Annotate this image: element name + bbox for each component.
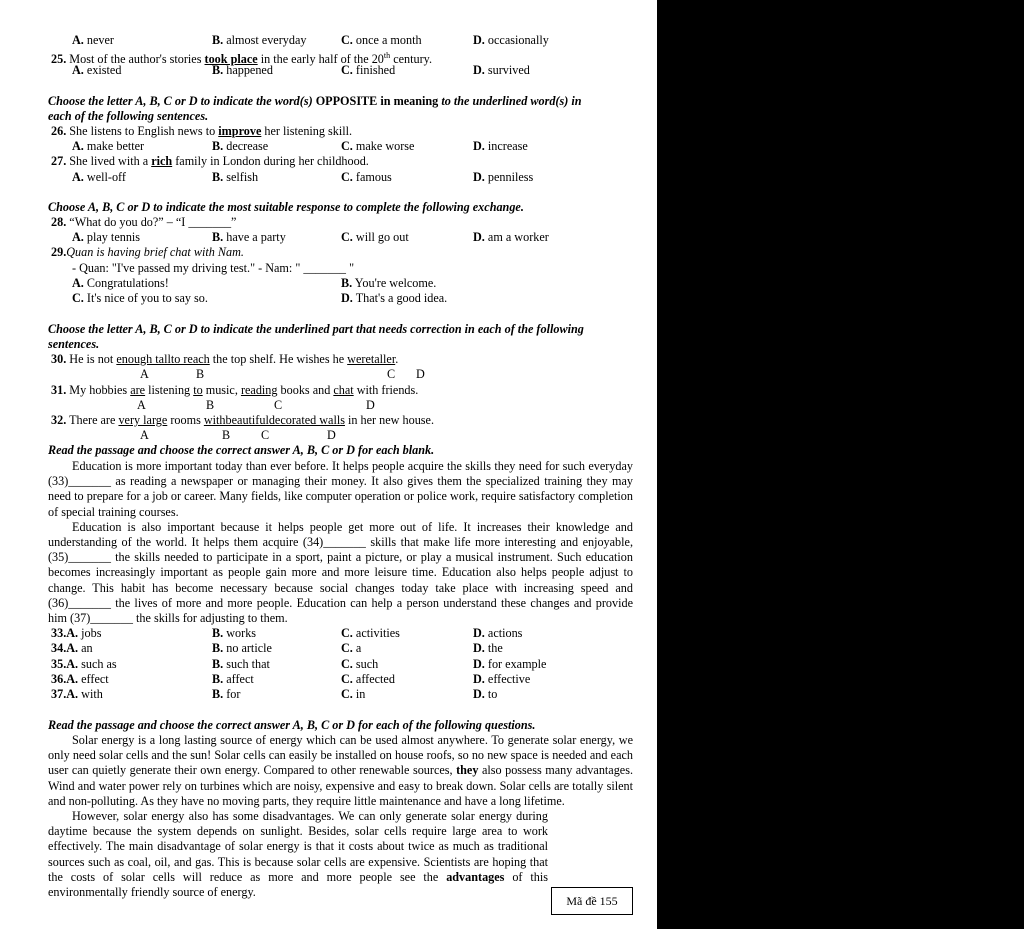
reading-paragraph-2: However, solar energy also has some disadvantages. We can only generate solar energy during daytime because the system depends on sunlight. Besides, solar cells require large area to work effectively. The main disadvantage of solar energy is that it costs about twice as much as traditional sources such as coal, oil, and gas. This is because solar cells are expensive. Scientists are hoping that the costs of solar cells will reduce as more and more people see the advantages of this environmentally friendly source of energy.	[48, 809, 548, 900]
cloze-paragraph-2: Education is also important because it helps people get more out of life. It increases their knowledge and understanding of the world. It helps them acquire (34)_______ skills that make life more interesting and enjoyable, (35)_______ the skills needed to participate in a sport, paint a picture, or play a musical instrument. Such education becomes increasingly important as people gain more and more leisure time. Education also helps people adjust to change. This habit has become necessary because social changes today take place with increasing speed and (36)_______ the lives of more and more people. Education can help a person understand these changes and provide him (37)_______ the skills for adjusting to them.	[48, 519, 633, 626]
q32-label-a: A	[140, 428, 149, 442]
section-correction-heading: Choose the letter A, B, C or D to indicate the underlined part that needs correction in each of the following	[48, 322, 584, 336]
q31-label-b: B	[206, 398, 215, 412]
q30-label-a: A	[140, 367, 149, 381]
section-response-heading: Choose A, B, C or D to indicate the most suitable response to complete the following exchange.	[48, 200, 524, 214]
q27-option-a: A. well-off	[72, 170, 126, 184]
q31-label-d: D	[366, 398, 375, 412]
cloze-option-36-b: B. affect	[212, 672, 254, 686]
q28-option-a: A. play tennis	[72, 230, 141, 244]
cloze-option-37-a: 37.A. with	[51, 687, 103, 701]
q26-option-a: A. make better	[72, 139, 145, 153]
cloze-option-33-d: D. actions	[473, 626, 523, 640]
reading-passage	[48, 733, 633, 900]
section-opposite-heading: Choose the letter A, B, C or D to indicate the word(s) OPPOSITE in meaning to the underlined word(s) in	[48, 94, 582, 108]
q28-option-c: C. will go out	[341, 230, 409, 244]
cloze-option-34-a: 34.A. an	[51, 641, 93, 655]
q24-option-d: D. occasionally	[473, 33, 549, 47]
q24-option-b: B. almost everyday	[212, 33, 307, 47]
q25-option-a: A. existed	[72, 63, 122, 77]
q31-label-c: C	[274, 398, 283, 412]
cloze-option-33-c: C. activities	[341, 626, 400, 640]
q29-option-a: A. Congratulations!	[72, 276, 169, 290]
q31-stem: 31. My hobbies are listening to music, reading books and chat with friends.	[51, 383, 419, 397]
q32-stem: 32. There are very large rooms withbeautifuldecorated walls in her new house.	[51, 413, 434, 427]
q32-label-c: C	[261, 428, 270, 442]
section-correction-heading-2: sentences.	[48, 337, 100, 351]
cloze-option-35-d: D. for example	[473, 657, 547, 671]
cloze-option-37-b: B. for	[212, 687, 241, 701]
q29-option-b: B. You're welcome.	[341, 276, 437, 290]
cloze-option-33-a: 33.A. jobs	[51, 626, 102, 640]
q27-option-b: B. selfish	[212, 170, 259, 184]
q28-option-b: B. have a party	[212, 230, 286, 244]
q27-option-d: D. penniless	[473, 170, 534, 184]
q27-stem: 27. She lived with a rich family in London during her childhood.	[51, 154, 369, 168]
q26-stem: 26. She listens to English news to improve her listening skill.	[51, 124, 353, 138]
cloze-option-34-c: C. a	[341, 641, 362, 655]
cloze-option-35-c: C. such	[341, 657, 379, 671]
cloze-option-36-d: D. effective	[473, 672, 531, 686]
q28-stem: 28. “What do you do?” – “I _______”	[51, 215, 237, 229]
q29-dialogue: - Quan: "I've passed my driving test." - Nam: " _______ "	[72, 261, 355, 275]
cloze-option-34-d: D. the	[473, 641, 503, 655]
q25-option-b: B. happened	[212, 63, 273, 77]
cloze-option-35-a: 35.A. such as	[51, 657, 117, 671]
cloze-option-37-d: D. to	[473, 687, 498, 701]
exam-code-box: Mã đề 155	[551, 887, 633, 915]
q29-option-d: D. That's a good idea.	[341, 291, 448, 305]
q26-option-d: D. increase	[473, 139, 528, 153]
q25-option-d: D. survived	[473, 63, 530, 77]
q31-label-a: A	[137, 398, 146, 412]
cloze-option-36-c: C. affected	[341, 672, 395, 686]
cloze-option-35-b: B. such that	[212, 657, 270, 671]
q25-stem: 25. Most of the author's stories took place in the early half of the 20th century.	[51, 51, 432, 67]
q32-label-b: B	[222, 428, 231, 442]
q29-stem: 29.Quan is having brief chat with Nam.	[51, 245, 244, 259]
q30-label-d: D	[416, 367, 425, 381]
q29-option-c: C. It's nice of you to say so.	[72, 291, 208, 305]
q24-option-c: C. once a month	[341, 33, 422, 47]
q30-label-b: B	[196, 367, 205, 381]
reading-paragraph-1: Solar energy is a long lasting source of energy which can be used almost anywhere. To generate solar energy, we only need solar cells and the sun! Solar cells can easily be installed on house roofs, so no new space is needed and each user can quietly generate their own energy. Compared to other renewable sources, they also possess many advantages. Wind and water power rely on turbines which are noisy, expensive and easy to break down. Solar cells are totally silent and non-polluting. As they have no moving parts, they require little maintenance and have a long lifetime.	[48, 733, 633, 808]
q27-option-c: C. famous	[341, 170, 392, 184]
q30-stem: 30. He is not enough tallto reach the top shelf. He wishes he weretaller.	[51, 352, 399, 366]
cloze-passage	[48, 459, 633, 626]
cloze-paragraph-1: Education is more important today than ever before. It helps people acquire the skills they need for such everyday (33)_______ as reading a newspaper or managing their money. It also gives them the specialized training they may need to prepare for a job or career. Many fields, like computer operation or police work, require satisfactory completion of special training courses.	[48, 459, 633, 519]
q30-label-c: C	[387, 367, 396, 381]
section-opposite-heading-2: each of the following sentences.	[48, 109, 209, 123]
cloze-option-34-b: B. no article	[212, 641, 272, 655]
cloze-option-37-c: C. in	[341, 687, 366, 701]
q32-label-d: D	[327, 428, 336, 442]
q26-option-c: C. make worse	[341, 139, 415, 153]
cloze-option-36-a: 36.A. effect	[51, 672, 109, 686]
section-cloze-heading: Read the passage and choose the correct answer A, B, C or D for each blank.	[48, 443, 435, 457]
q28-option-d: D. am a worker	[473, 230, 549, 244]
cloze-option-33-b: B. works	[212, 626, 257, 640]
section-reading-heading: Read the passage and choose the correct answer A, B, C or D for each of the following questions.	[48, 718, 536, 732]
q26-option-b: B. decrease	[212, 139, 269, 153]
q24-option-a: A. never	[72, 33, 114, 47]
q25-option-c: C. finished	[341, 63, 396, 77]
